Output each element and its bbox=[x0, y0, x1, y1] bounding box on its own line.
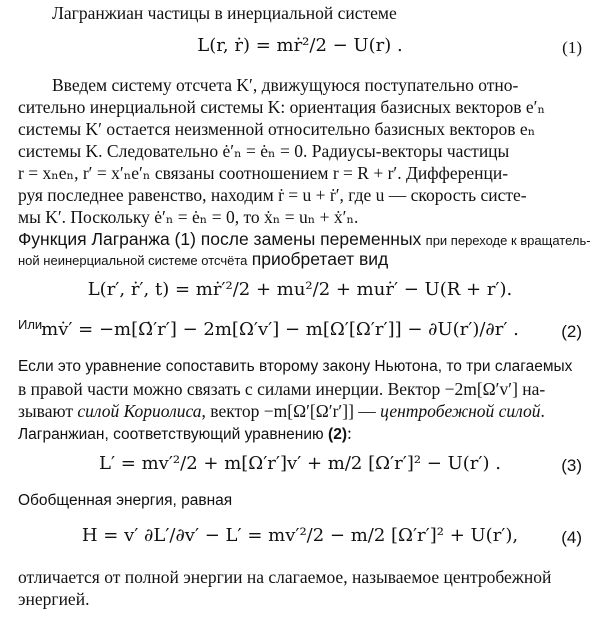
paragraph-2-line-2 bbox=[18, 248, 586, 272]
paragraph-1-line-3: системы K′ остается неизменной относительно базисных векторов eₙ bbox=[18, 119, 536, 139]
equation-1: L(r, ṙ) = mṙ²/2 − U(r) . bbox=[197, 35, 403, 56]
paragraph-2-insert-b: ной неинерциальной системе отсчёта bbox=[18, 253, 248, 268]
paragraph-1-line-4: системы K. Следовательно ė′ₙ = ėₙ = 0. Радиусы-векторы частицы bbox=[18, 141, 510, 161]
paragraph-3-line-1: Если это уравнение сопоставить второму закону Ньютона, то три слагаемых bbox=[18, 358, 573, 375]
or-label: Или bbox=[18, 317, 43, 332]
equation-3-number: (3) bbox=[561, 456, 582, 475]
paragraph-2-text-a: Функция Лагранжа (1) после замены переменных bbox=[18, 229, 422, 249]
equation-4-number: (4) bbox=[561, 528, 582, 547]
paragraph-1-line-6: руя последнее равенство, находим ṙ = u + ṙ′, где u — скорость систе- bbox=[18, 185, 527, 205]
equation-2-reference: (2) bbox=[328, 426, 347, 443]
paragraph-1-line-2: сительно инерциальной системы K: ориентация базисных векторов e′ₙ bbox=[18, 97, 546, 117]
paragraph-1-line-7: мы K′. Поскольку ė′ₙ = ėₙ = 0, то ẋₙ = uₙ + ẋ′ₙ. bbox=[18, 207, 359, 227]
paragraph-5-line-2: энергией. bbox=[18, 589, 90, 609]
paragraph-3-text-e: . bbox=[540, 401, 545, 421]
equation-2-number: (2) bbox=[561, 322, 582, 341]
paragraph-3-text-a: зывают bbox=[18, 401, 78, 421]
paragraph-3-text-l4c: : bbox=[346, 423, 352, 443]
paragraph-4: Обобщенная энергия, равная bbox=[18, 492, 233, 509]
equation-3: L′ = mv′²/2 + m[Ω′r′]v′ + m/2 [Ω′r′]² − U(r′) . bbox=[99, 453, 501, 474]
paragraph-3-line-3 bbox=[18, 400, 586, 422]
paragraph-5-line-1: отличается от полной энергии на слагаемое, называемое центробежной bbox=[18, 567, 552, 587]
paragraph-1-line-1: Введем систему отсчета K′, движущуюся поступательно отно- bbox=[52, 75, 519, 95]
coriolis-force-term: силой Кориолиса bbox=[77, 401, 202, 421]
paragraph-3-text-c: , вектор −m[Ω′[Ω′r′]] — bbox=[201, 401, 381, 421]
centrifugal-force-term: центробежной силой bbox=[380, 401, 541, 421]
paragraph-3-line-4 bbox=[18, 422, 586, 446]
equation-lagrangian-noninertial: L(r′, ṙ′, t) = mṙ′²/2 + mu²/2 + muṙ′ − U(R + r′). bbox=[87, 279, 513, 300]
paragraph-3-line-2: в правой части можно связать с силами инерции. Вектор −2m[Ω′v′] на- bbox=[18, 379, 546, 399]
equation-1-number: (1) bbox=[562, 38, 582, 57]
paragraph-2-text-d: приобретает вид bbox=[251, 249, 389, 269]
paragraph-2-insert-a: при переходе к вращатель- bbox=[425, 233, 591, 248]
equation-4: H = v′ ∂L′/∂v′ − L′ = mv′²/2 − m/2 [Ω′r′]² + U(r′), bbox=[81, 525, 519, 546]
equation-2: mv̇′ = −m[Ω̇′r′] − 2m[Ω′v′] − m[Ω′[Ω′r′]] − ∂U(r′)/∂r′ . bbox=[41, 319, 519, 340]
paragraph-1-line-5: r = xₙeₙ, r′ = x′ₙe′ₙ связаны соотношением r = R + r′. Дифференци- bbox=[18, 163, 509, 183]
paragraph-3-text-l4a: Лагранжиан, соответствующий уравнению bbox=[18, 426, 324, 443]
intro-text: Лагранжиан частицы в инерциальной системе bbox=[52, 3, 397, 23]
